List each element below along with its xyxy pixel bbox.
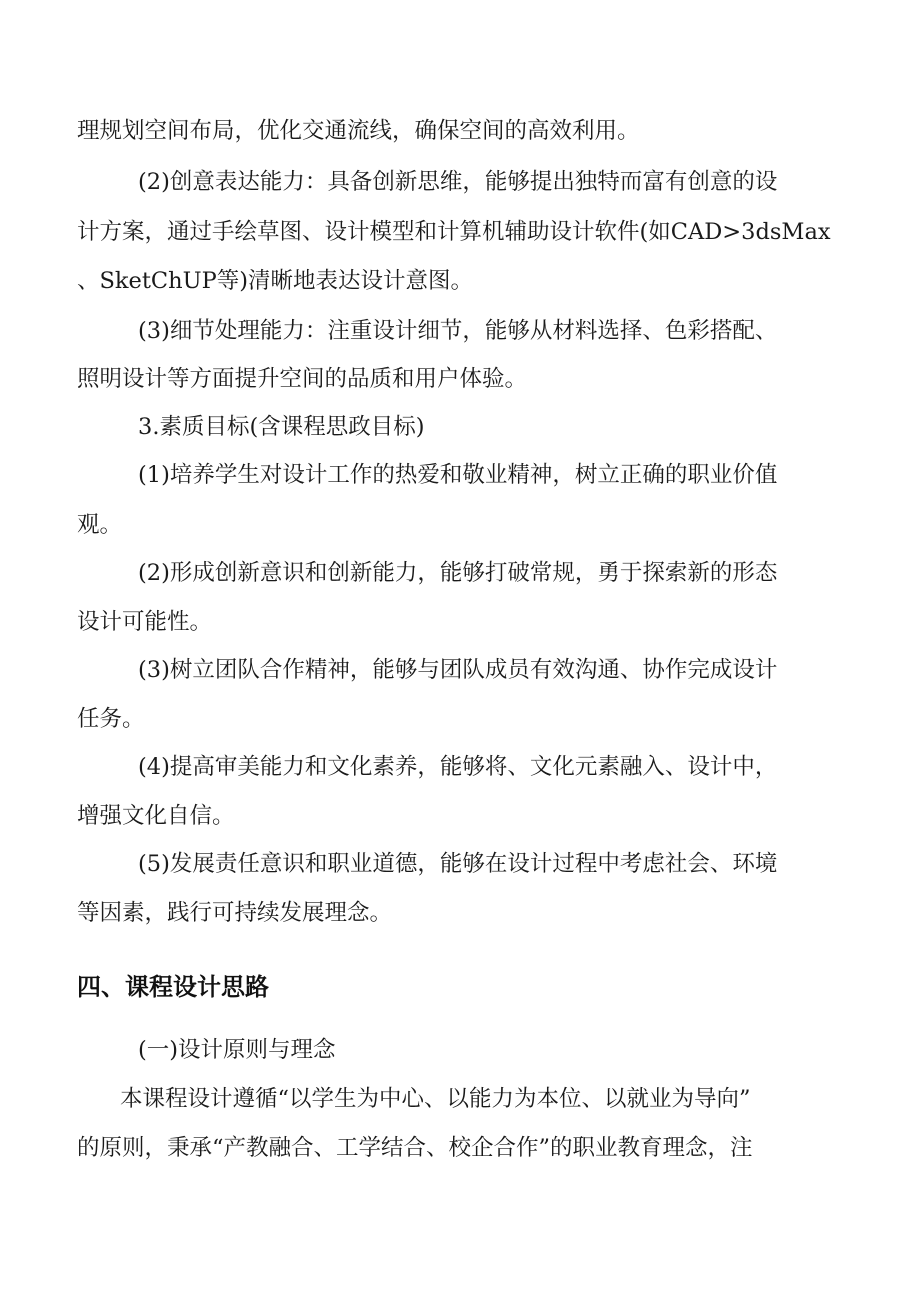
paragraph-line: (1)培养学生对设计工作的热爱和敬业精神，树立正确的职业价值 [138,462,778,488]
paragraph-line: 观。 [77,512,123,538]
paragraph-line: 的原则，秉承“产教融合、工学结合、校企合作”的职业教育理念，注 [77,1135,753,1161]
section-subheading: (一)设计原则与理念 [138,1037,336,1063]
paragraph-line: (2)创意表达能力：具备创新思维，能够提出独特而富有创意的设 [138,169,778,195]
paragraph-line: 增强文化自信。 [77,803,235,829]
paragraph-line: (2)形成创新意识和创新能力，能够打破常规，勇于探索新的形态 [138,560,778,586]
section-heading: 四、课程设计思路 [77,973,269,1001]
paragraph-line: 、SketChUP等)清晰地表达设计意图。 [77,268,473,294]
paragraph-line: 照明设计等方面提升空间的品质和用户体验。 [77,366,528,392]
paragraph-line: 等因素，践行可持续发展理念。 [77,900,393,926]
paragraph-line: 设计可能性。 [77,609,213,635]
paragraph-line: (3)树立团队合作精神，能够与团队成员有效沟通、协作完成设计 [138,657,778,683]
paragraph-line: (5)发展责任意识和职业道德，能够在设计过程中考虑社会、环境 [138,851,778,877]
section-subheading: 3.素质目标(含课程思政目标) [138,414,425,440]
paragraph-line: (3)细节处理能力：注重设计细节，能够从材料选择、色彩搭配、 [138,318,778,344]
paragraph-line: 计方案，通过手绘草图、设计模型和计算机辅助设计软件(如CAD>3dsMax [77,219,831,245]
paragraph-line: 任务。 [77,706,145,732]
paragraph-line: 理规划空间布局，优化交通流线，确保空间的高效利用。 [77,118,640,144]
paragraph-line: 本课程设计遵循“以学生为中心、以能力为本位、以就业为导向” [120,1086,751,1112]
paragraph-line: (4)提高审美能力和文化素养，能够将、文化元素融入、设计中， [138,754,778,780]
